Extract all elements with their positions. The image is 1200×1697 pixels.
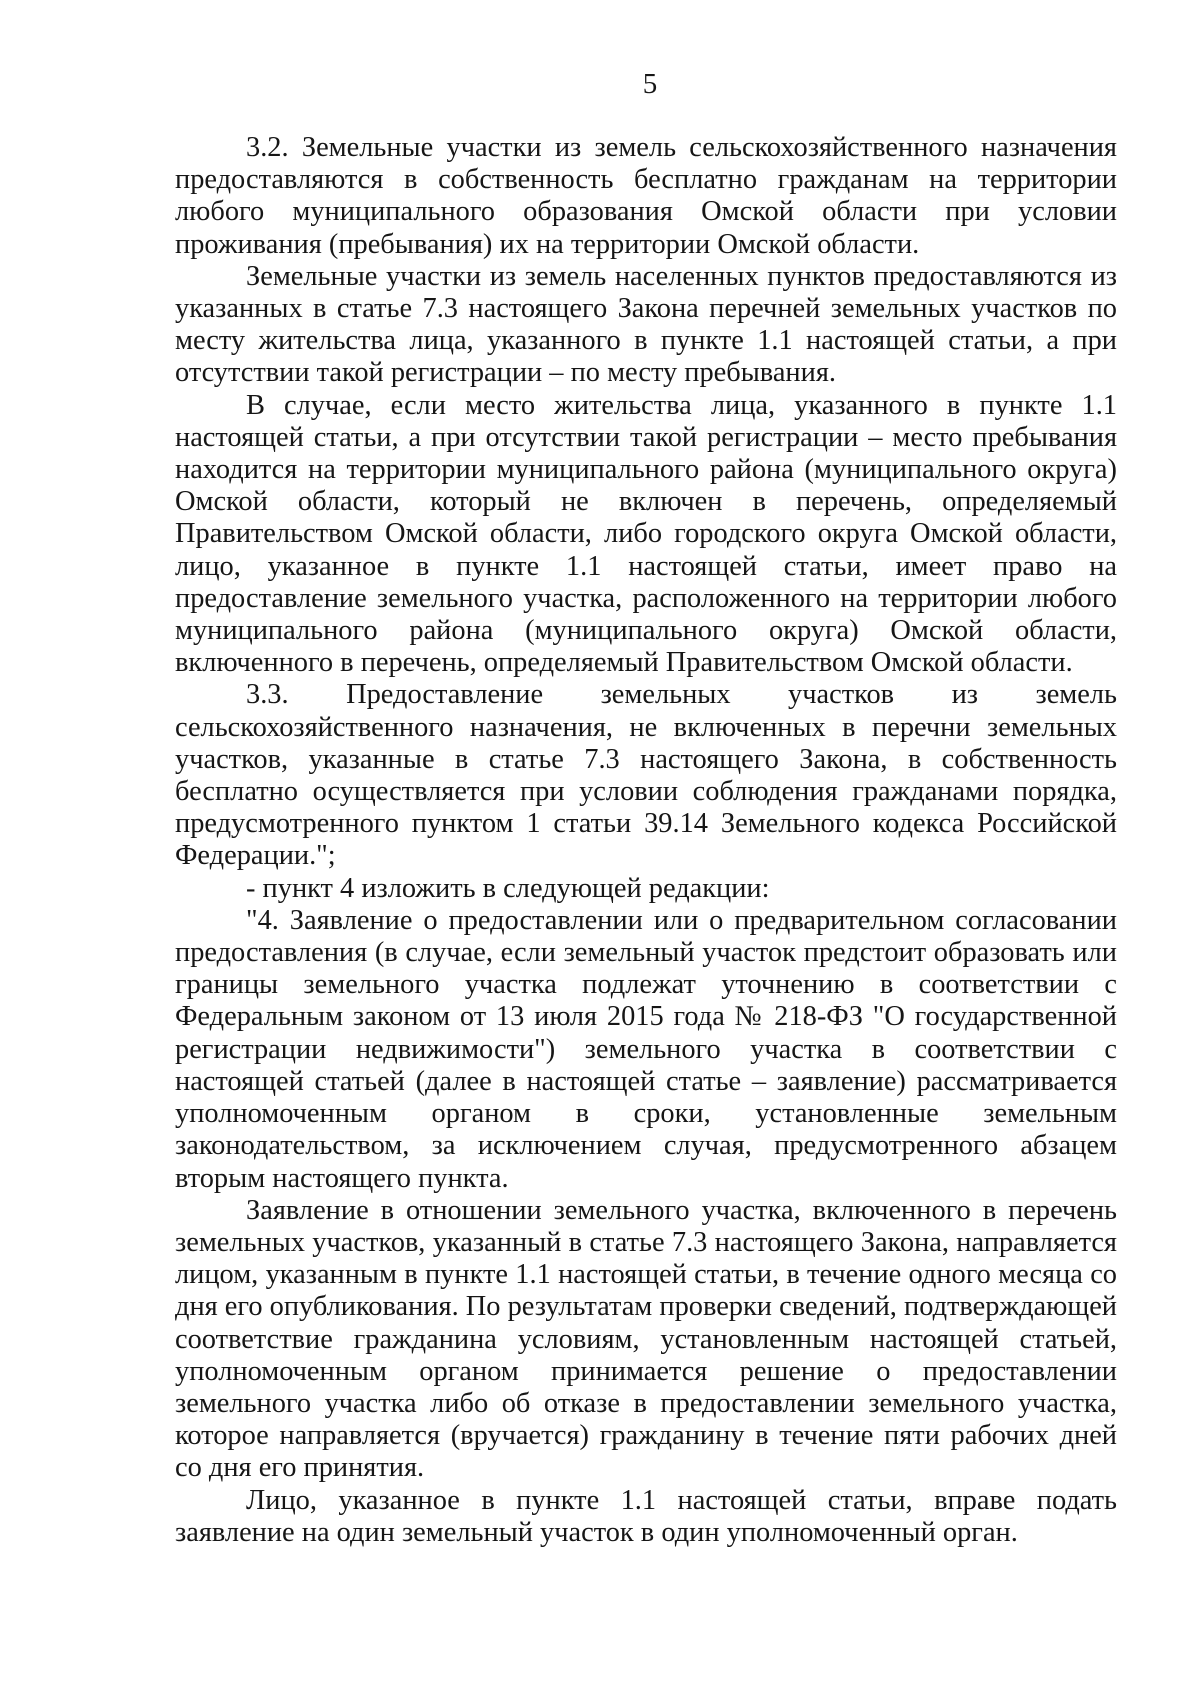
page-number: 5: [642, 68, 658, 100]
paragraph-single-application: Лицо, указанное в пункте 1.1 настоящей статьи, вправе подать заявление на один земельный участок в один уполномоченный орган.: [175, 1484, 1117, 1548]
paragraph-3-3: 3.3. Предоставление земельных участков из земель сельскохозяйственного назначения, не включенных в перечни земельных участков, указанные в статье 7.3 настоящего Закона, в собственность бесплатно осуществляется при условии соблюдения гражданами порядка, предусмотренного пунктом 1 статьи 39.14 Земельного кодекса Российской Федерации.";: [175, 679, 1117, 872]
paragraph-settlement-lands: Земельные участки из земель населенных пунктов предоставляются из указанных в статье 7.3 настоящего Закона перечней земельных участков по месту жительства лица, указанного в пункте 1.1 настоящей статьи, а при отсутствии такой регистрации – по месту пребывания.: [175, 260, 1117, 389]
paragraph-3-2: 3.2. Земельные участки из земель сельскохозяйственного назначения предоставляются в собственность бесплатно гражданам на территории любого муниципального образования Омской области при условии проживания (пребывания) их на территории Омской области.: [175, 132, 1117, 260]
document-body: [175, 132, 1117, 1549]
paragraph-point-4: "4. Заявление о предоставлении или о предварительном согласовании предоставления (в случае, если земельный участок предстоит образовать или границы земельного участка подлежат уточнению в соответствии с Федеральным законом от 13 июля 2015 года № 218-ФЗ "О государственной регистрации недвижимости") земельного участка в соответствии с настоящей статьей (далее в настоящей статье – заявление) рассматривается уполномоченным органом в сроки, установленные земельным законодательством, за исключением случая, предусмотренного абзацем вторым настоящего пункта.: [175, 904, 1117, 1194]
paragraph-amend-point-4: - пункт 4 изложить в следующей редакции:: [246, 872, 770, 904]
paragraph-residence-case: В случае, если место жительства лица, указанного в пункте 1.1 настоящей статьи, а при отсутствии такой регистрации – место пребывания находится на территории муниципального района (муниципального округа) Омской области, который не включен в перечень, определяемый Правительством Омской области, либо городского округа Омской области, лицо, указанное в пункте 1.1 настоящей статьи, имеет право на предоставление земельного участка, расположенного на территории любого муниципального района (муниципального округа) Омской области, включенного в перечень, определяемый Правительством Омской области.: [175, 389, 1117, 679]
paragraph-application-procedure: Заявление в отношении земельного участка, включенного в перечень земельных участков, указанный в статье 7.3 настоящего Закона, направляется лицом, указанным в пункте 1.1 настоящей статьи, в течение одного месяца со дня его опубликования. По результатам проверки сведений, подтверждающей соответствие гражданина условиям, установленным настоящей статьей, уполномоченным органом принимается решение о предоставлении земельного участка либо об отказе в предоставлении земельного участка, которое направляется (вручается) гражданину в течение пяти рабочих дней со дня его принятия.: [175, 1194, 1117, 1484]
